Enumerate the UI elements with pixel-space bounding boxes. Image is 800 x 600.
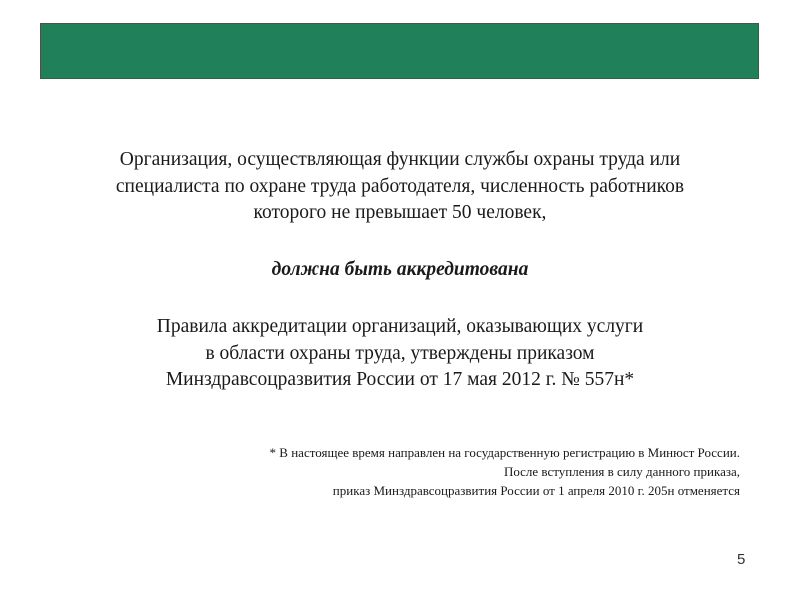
- footnote-line: После вступления в силу данного приказа,: [503, 464, 740, 479]
- header-band: [40, 23, 759, 79]
- intro-line: специалиста по охране труда работодателя, численность работников: [115, 175, 685, 197]
- intro-line: которого не превышает 50 человек,: [253, 202, 547, 223]
- intro-line: Организация, осуществляющая функции службы охраны труда или: [119, 149, 681, 170]
- page-number: 5: [737, 551, 746, 568]
- footnote: [270, 443, 740, 500]
- footnote-line: * В настоящее время направлен на государственную регистрацию в Минюст России.: [269, 445, 740, 460]
- emphasis-statement: должна быть аккредитована: [271, 259, 529, 280]
- rules-paragraph: [0, 314, 800, 394]
- rules-line: в области охраны труда, утверждены приказом: [205, 342, 595, 364]
- rules-line: Правила аккредитации организаций, оказывающих услуги: [156, 316, 644, 337]
- intro-paragraph: [0, 147, 800, 227]
- rules-line: Минздравсоцразвития России от 17 мая 2012 г. № 557н*: [165, 369, 635, 390]
- footnote-line: приказ Минздравсоцразвития России от 1 апреля 2010 г. 205н отменяется: [332, 483, 740, 498]
